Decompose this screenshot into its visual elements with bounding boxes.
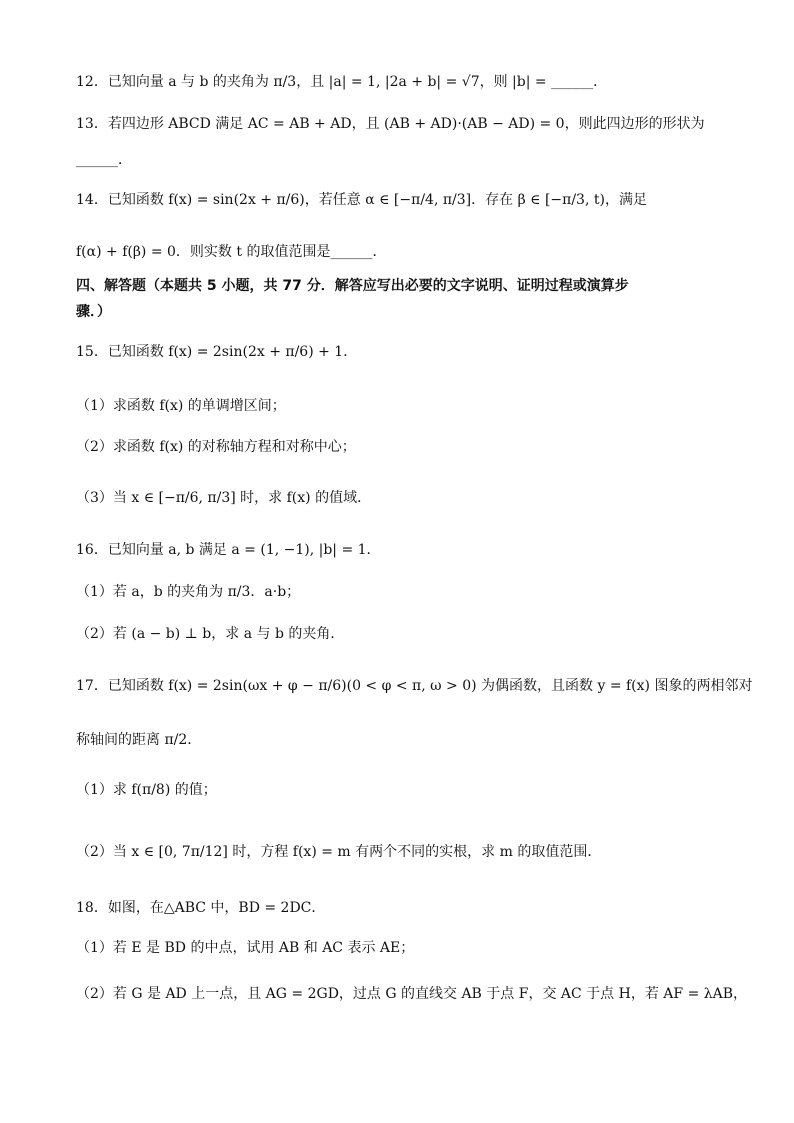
question-12: 12．已知向量 a 与 b 的夹角为 π/3，且 |a| = 1, |2a + b| = √7，则 |b| = ______． [76, 74, 608, 90]
question-14-line-2: f(α) + f(β) = 0．则实数 t 的取值范围是______． [76, 244, 387, 260]
question-16-part-2: （2）若 (a − b) ⊥ b，求 a 与 b 的夹角． [76, 626, 345, 642]
question-13-line-1: 13．若四边形 ABCD 满足 AC = AB + AD，且 (AB + AD)·(AB − AD) = 0，则此四边形的形状为 [76, 116, 705, 132]
section-4-heading-line-2: 骤．） [76, 304, 111, 320]
question-18-part-2: （2）若 G 是 AD 上一点，且 AG = 2GD，过点 G 的直线交 AB 于点 F，交 AC 于点 H，若 AF = λAB， [76, 986, 748, 1002]
question-16-stem: 16．已知向量 a, b 满足 a = (1, −1), |b| = 1． [76, 542, 381, 558]
question-18-part-1: （1）若 E 是 BD 的中点，试用 AB 和 AC 表示 AE； [76, 940, 415, 956]
question-17-stem-line-2: 称轴间的距离 π/2． [76, 732, 202, 748]
question-16-part-1: （1）若 a，b 的夹角为 π/3．a·b； [76, 584, 301, 600]
question-18-stem: 18．如图，在△ABC 中，BD = 2DC． [76, 900, 326, 916]
question-15-part-1: （1）求函数 f(x) 的单调增区间； [76, 398, 286, 414]
question-17-part-1: （1）求 f(π/8) 的值； [76, 782, 217, 798]
question-13-line-2: ______． [76, 152, 132, 168]
question-15-stem: 15．已知函数 f(x) = 2sin(2x + π/6) + 1． [76, 344, 358, 360]
question-15-part-3: （3）当 x ∈ [−π/6, π/3] 时，求 f(x) 的值域． [76, 490, 372, 506]
question-14-line-1: 14．已知函数 f(x) = sin(2x + π/6)，若任意 α ∈ [−π/4, π/3]．存在 β ∈ [−π/3, t)，满足 [76, 192, 647, 208]
section-4-heading-line-1: 四、解答题（本题共 5 小题，共 77 分．解答应写出必要的文字说明、证明过程或演算步 [76, 278, 629, 294]
question-15-part-2: （2）求函数 f(x) 的对称轴方程和对称中心； [76, 439, 356, 455]
question-17-stem-line-1: 17．已知函数 f(x) = 2sin(ωx + φ − π/6)(0 < φ < π, ω > 0) 为偶函数，且函数 y = f(x) 图象的两相邻对 [76, 678, 753, 694]
question-17-part-2: （2）当 x ∈ [0, 7π/12] 时，方程 f(x) = m 有两个不同的实根，求 m 的取值范围． [76, 844, 602, 860]
